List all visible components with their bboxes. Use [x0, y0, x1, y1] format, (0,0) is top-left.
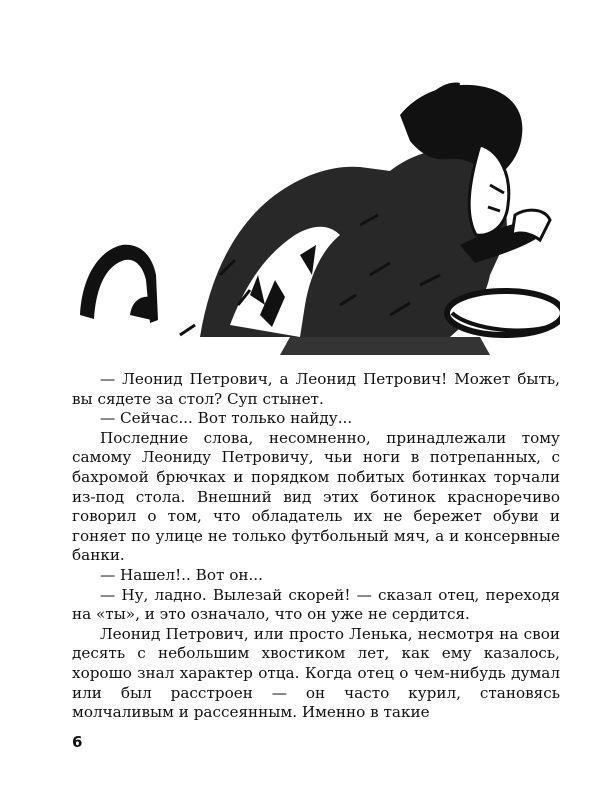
story-text [72, 370, 560, 723]
paragraph: Последние слова, несомненно, принадлежали тому самому Леониду Петровичу, чьи ноги в потрепанных, с бахромой брючках и порядком побитых ботинках торчали из-под стола. Внешний вид этих ботинок красноречиво говорил о том, что обладатель их не бережет обуви и гоняет по улице не только футбольный мяч, а и консервные банки. [72, 428, 560, 565]
page-number: 6 [72, 733, 83, 751]
paragraph: — Сейчас... Вот только найду... [100, 409, 353, 428]
paragraph: Леонид Петрович, или просто Ленька, несмотря на свои десять с небольшим хвостиком лет, как ему казалось, хорошо знал характер отца. Когда отец о чем-нибудь думал или был расстроен — он часто курил, становясь молчаливым и рассеянным. Именно в такие [72, 624, 560, 722]
paragraph: — Нашел!.. Вот он... [100, 565, 263, 584]
book-illustration [60, 75, 560, 365]
paragraph: — Ну, ладно. Вылезай скорей! — сказал отец, переходя на «ты», и это означало, что он уже не сердится. [72, 585, 560, 624]
ink-drawing-boy-at-table-icon [60, 75, 560, 365]
paragraph: — Леонид Петрович, а Леонид Петрович! Может быть, вы сядете за стол? Суп стынет. [72, 370, 560, 408]
